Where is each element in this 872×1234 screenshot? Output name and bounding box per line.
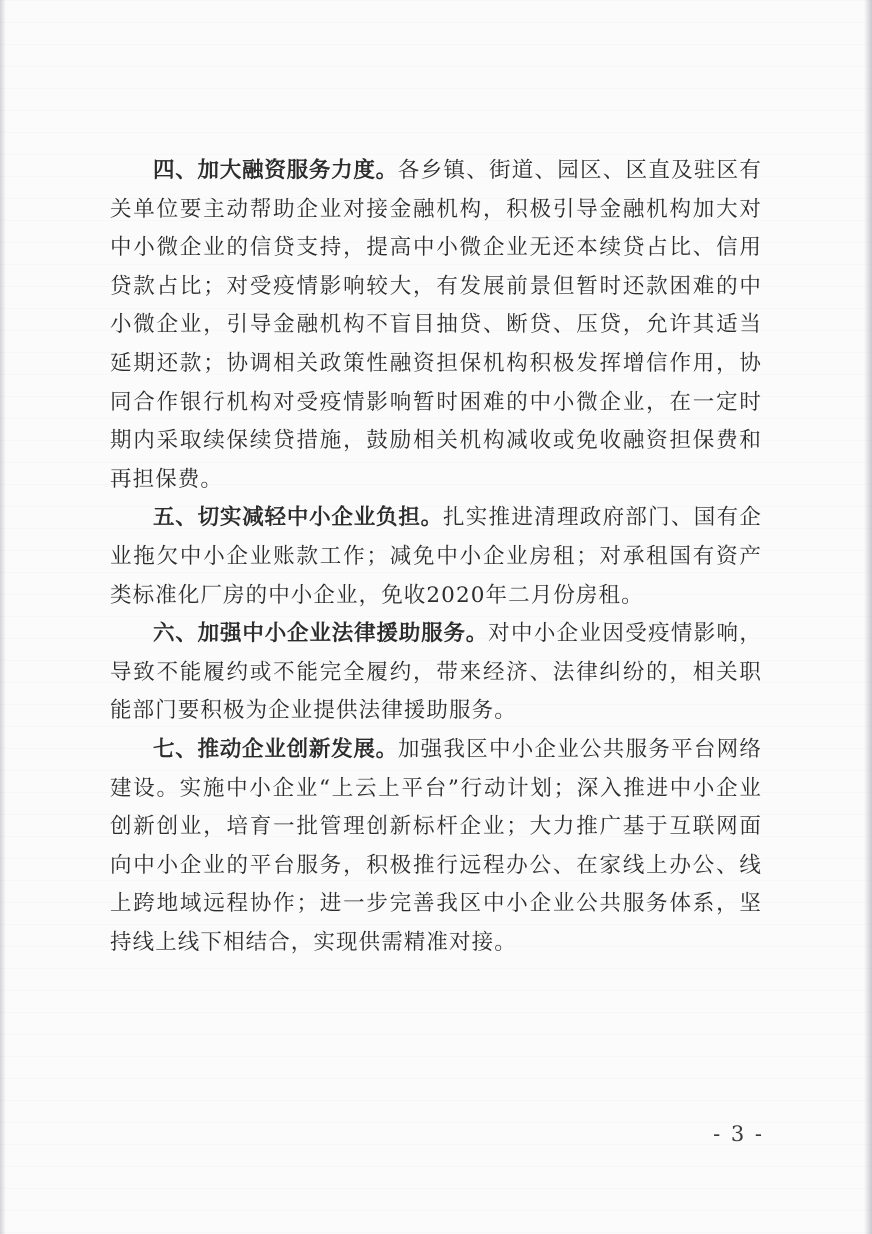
paragraph-financing <box>110 152 762 499</box>
paragraph-heading: 七、推动企业创新发展。 <box>153 736 398 762</box>
page-number: - 3 - <box>713 1122 764 1146</box>
paragraph-legal-aid <box>110 615 762 731</box>
scan-edge-right <box>864 0 872 1234</box>
paragraph-body: 对中小企业因受疫情影响，导致不能履约或不能完全履约，带来经济、法律纠纷的，相关职能部门要积极为企业提供法律援助服务。 <box>110 621 762 724</box>
paragraph-body: 加强我区中小企业公共服务平台网络建设。实施中小企业“上云上平台”行动计划；深入推进中小企业创新创业，培育一批管理创新标杆企业；大力推广基于互联网面向中小企业的平台服务，积极推行远程办公、在家线上办公、线上跨地域远程协作；进一步完善我区中小企业公共服务体系，坚持线上线下相结合，实现供需精准对接。 <box>110 736 762 955</box>
paragraph-heading: 五、切实减轻中小企业负担。 <box>153 505 443 531</box>
paragraph-burden-relief <box>110 499 762 615</box>
paragraph-innovation <box>110 731 762 963</box>
paragraph-body: 扎实推进清理政府部门、国有企业拖欠中小企业账款工作；减免中小企业房租；对承租国有资产类标准化厂房的中小企业，免收2020年二月份房租。 <box>110 505 762 608</box>
scan-edge-left <box>0 0 6 1234</box>
paragraph-heading: 六、加强中小企业法律援助服务。 <box>153 621 489 647</box>
paragraph-heading: 四、加大融资服务力度。 <box>153 158 398 183</box>
paragraph-body: 各乡镇、街道、园区、区直及驻区有关单位要主动帮助企业对接金融机构，积极引导金融机构加大对中小微企业的信贷支持，提高中小微企业无还本续贷占比、信用贷款占比；对受疫情影响较大，有发展前景但暂时还款困难的中小微企业，引导金融机构不盲目抽贷、断贷、压贷，允许其适当延期还款；协调相关政策性融资担保机构积极发挥增信作用，协同合作银行机构对受疫情影响暂时困难的中小微企业，在一定时期内采取续保续贷措施，鼓励相关机构减收或免收融资担保费和再担保费。 <box>110 158 762 492</box>
